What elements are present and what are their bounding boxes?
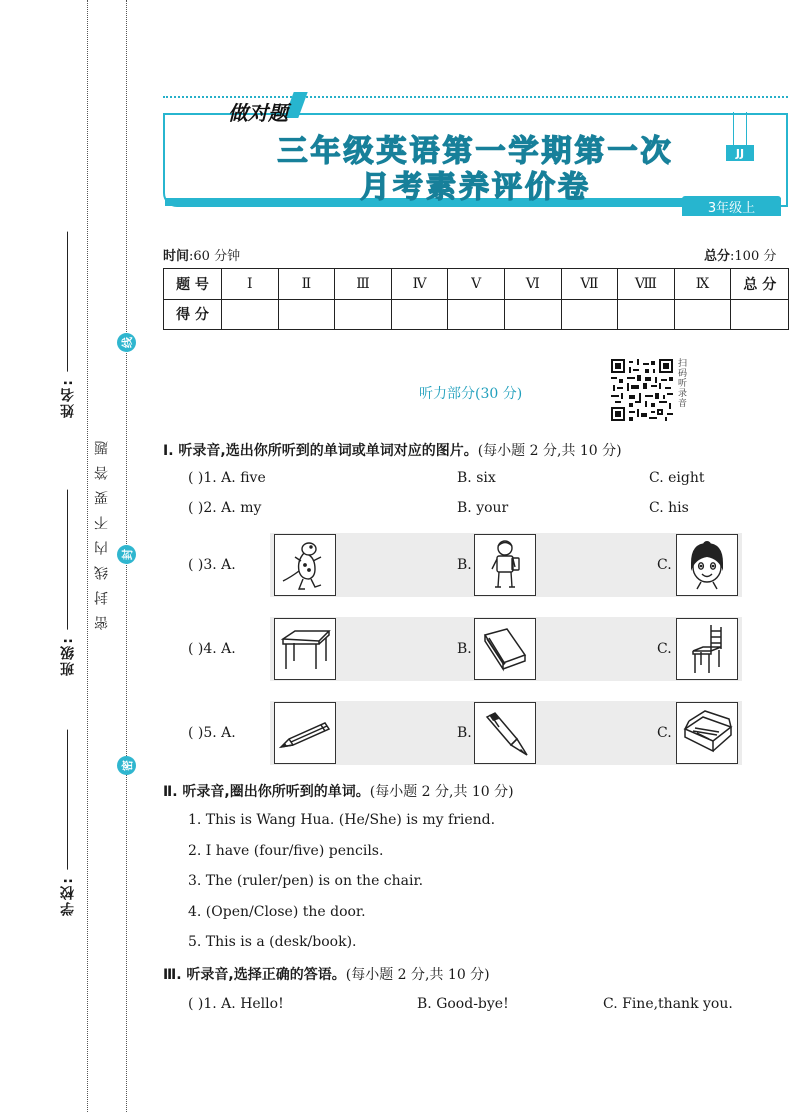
school-field bbox=[58, 730, 78, 916]
col-head: Ⅵ bbox=[504, 269, 561, 300]
s1-q4-option-c[interactable]: C. bbox=[657, 641, 672, 657]
section2-title bbox=[163, 781, 514, 801]
score-cell[interactable] bbox=[504, 299, 561, 330]
seal-mark-seal: 封 bbox=[117, 545, 136, 564]
desk-picture[interactable] bbox=[274, 618, 336, 680]
s1-q4-option-a[interactable]: ( )4. A. bbox=[188, 641, 236, 657]
section1-heading: Ⅰ. 听录音,选出你所听到的单词或单词对应的图片。 bbox=[163, 443, 478, 459]
class-line[interactable] bbox=[68, 490, 69, 630]
badge-string-left bbox=[733, 112, 734, 146]
section2-note: (每小题 2 分,共 10 分) bbox=[369, 784, 514, 800]
scan-listen-text: 扫码听录音 bbox=[676, 358, 686, 408]
listening-label: 听力部分 bbox=[419, 386, 475, 402]
col-head: Ⅰ bbox=[222, 269, 279, 300]
boy-picture[interactable] bbox=[474, 534, 536, 596]
class-label: 班级: bbox=[60, 636, 76, 676]
col-head: Ⅴ bbox=[448, 269, 505, 300]
exam-time bbox=[163, 245, 240, 264]
s2-item[interactable]: 5. This is a (desk/book). bbox=[188, 934, 357, 950]
score-table bbox=[163, 268, 789, 330]
section2-heading: Ⅱ. 听录音,圈出你所听到的单词。 bbox=[163, 784, 370, 800]
s1-q2-option-a[interactable]: ( )2. A. my bbox=[188, 500, 262, 516]
chair-picture[interactable] bbox=[676, 618, 738, 680]
score-cell[interactable] bbox=[278, 299, 335, 330]
col-head: Ⅱ bbox=[278, 269, 335, 300]
score-cell[interactable] bbox=[674, 299, 731, 330]
pencil-box-icon bbox=[679, 705, 735, 761]
s2-item[interactable]: 1. This is Wang Hua. (He/She) is my friend. bbox=[188, 812, 496, 828]
grade-tab: 3年级上 bbox=[682, 196, 781, 216]
binding-dotted-line-outer bbox=[87, 0, 88, 1112]
score-table-score-row bbox=[164, 299, 789, 330]
score-cell[interactable] bbox=[618, 299, 675, 330]
qr-code-icon[interactable] bbox=[611, 359, 673, 421]
s1-q4-option-b[interactable]: B. bbox=[457, 641, 472, 657]
score-cell[interactable] bbox=[561, 299, 618, 330]
total-value: :100 分 bbox=[730, 249, 777, 264]
s1-q5-option-c[interactable]: C. bbox=[657, 725, 672, 741]
row-head-score: 得 分 bbox=[164, 299, 222, 330]
s3-q1-option-b[interactable]: B. Good-bye! bbox=[417, 996, 509, 1012]
score-cell-total[interactable] bbox=[731, 299, 789, 330]
col-head: Ⅶ bbox=[561, 269, 618, 300]
s1-q1-option-b[interactable]: B. six bbox=[457, 470, 496, 486]
s1-q2-option-c[interactable]: C. his bbox=[649, 500, 689, 516]
score-cell[interactable] bbox=[391, 299, 448, 330]
chair-icon bbox=[679, 621, 735, 677]
score-cell[interactable] bbox=[222, 299, 279, 330]
section3-title bbox=[163, 964, 490, 984]
section1-note: (每小题 2 分,共 10 分) bbox=[477, 443, 622, 459]
s2-item[interactable]: 2. I have (four/five) pencils. bbox=[188, 843, 384, 859]
time-value: :60 分钟 bbox=[189, 249, 241, 264]
s1-q2-option-b[interactable]: B. your bbox=[457, 500, 509, 516]
time-label: 时间 bbox=[163, 249, 190, 264]
boy-with-bag-icon bbox=[477, 537, 533, 593]
edition-badge: JJ bbox=[726, 145, 754, 161]
s2-item[interactable]: 3. The (ruler/pen) is on the chair. bbox=[188, 873, 424, 889]
s1-q5-option-b[interactable]: B. bbox=[457, 725, 472, 741]
col-head-total: 总 分 bbox=[731, 269, 789, 300]
section1-title bbox=[163, 440, 622, 460]
seal-mark-line: 线 bbox=[117, 333, 136, 352]
section3-heading: Ⅲ. 听录音,选择正确的答语。 bbox=[163, 967, 346, 983]
book-icon bbox=[477, 621, 533, 677]
girl-picture[interactable] bbox=[676, 534, 738, 596]
name-label: 姓名: bbox=[60, 378, 76, 418]
pencil-icon bbox=[277, 705, 333, 761]
col-head: Ⅷ bbox=[618, 269, 675, 300]
total-label: 总分 bbox=[704, 249, 731, 264]
row-head-question: 题 号 bbox=[164, 269, 222, 300]
score-cell[interactable] bbox=[448, 299, 505, 330]
s3-q1-option-a[interactable]: ( )1. A. Hello! bbox=[188, 996, 284, 1012]
s1-q3-option-b[interactable]: B. bbox=[457, 557, 472, 573]
school-line[interactable] bbox=[68, 730, 69, 870]
pencil-box-picture[interactable] bbox=[676, 702, 738, 764]
s1-q1-option-a[interactable]: ( )1. A. five bbox=[188, 470, 266, 486]
pen-icon bbox=[477, 705, 533, 761]
school-label: 学校: bbox=[60, 876, 76, 916]
class-field bbox=[58, 490, 78, 676]
s3-q1-option-c[interactable]: C. Fine,thank you. bbox=[603, 996, 733, 1012]
exam-total bbox=[704, 245, 776, 264]
name-field bbox=[58, 232, 78, 418]
s1-q1-option-c[interactable]: C. eight bbox=[649, 470, 705, 486]
pencil-picture[interactable] bbox=[274, 702, 336, 764]
brand-logo: 做对题 bbox=[228, 101, 288, 125]
girl-face-icon bbox=[679, 537, 735, 593]
s1-q3-option-a[interactable]: ( )3. A. bbox=[188, 557, 236, 573]
listening-points: (30 分) bbox=[475, 386, 523, 402]
s1-q5-option-a[interactable]: ( )5. A. bbox=[188, 725, 236, 741]
seal-warning: 密封线内不要答题 bbox=[94, 430, 110, 630]
seal-mark-secret: 密 bbox=[117, 756, 136, 775]
pen-picture[interactable] bbox=[474, 702, 536, 764]
book-picture[interactable] bbox=[474, 618, 536, 680]
name-line[interactable] bbox=[68, 232, 69, 372]
exam-title-line1: 三年级英语第一学期第一次 bbox=[277, 134, 674, 169]
section3-note: (每小题 2 分,共 10 分) bbox=[345, 967, 490, 983]
score-table-header-row bbox=[164, 269, 789, 300]
listening-title bbox=[419, 383, 522, 403]
exam-title-line2: 月考素养评价卷 bbox=[360, 170, 591, 205]
s1-q3-option-c[interactable]: C. bbox=[657, 557, 672, 573]
dinosaur-toy-picture[interactable] bbox=[274, 534, 336, 596]
s2-item[interactable]: 4. (Open/Close) the door. bbox=[188, 904, 366, 920]
score-cell[interactable] bbox=[335, 299, 392, 330]
col-head: Ⅲ bbox=[335, 269, 392, 300]
col-head: Ⅸ bbox=[674, 269, 731, 300]
badge-string-right bbox=[746, 112, 747, 146]
dinosaur-icon bbox=[277, 537, 333, 593]
col-head: Ⅳ bbox=[391, 269, 448, 300]
desk-icon bbox=[277, 621, 333, 677]
